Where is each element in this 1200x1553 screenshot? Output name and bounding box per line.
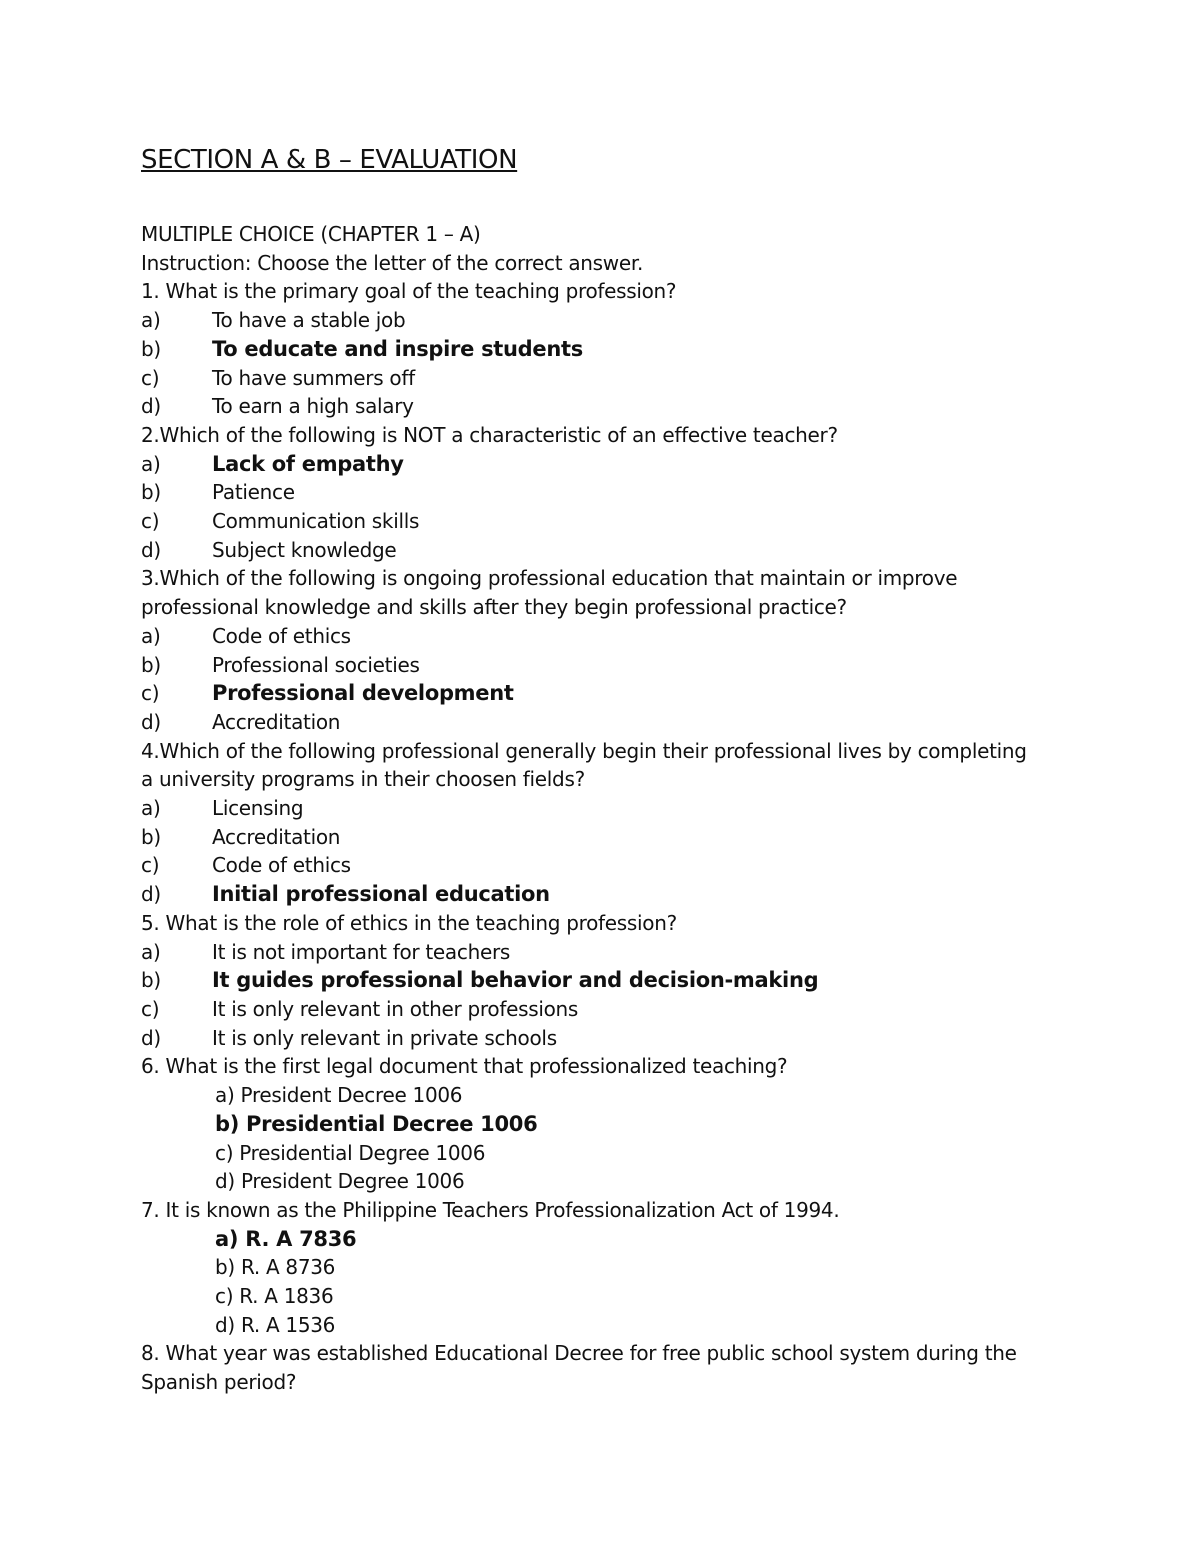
option-text: Code of ethics xyxy=(212,623,351,648)
option-c xyxy=(141,507,1041,536)
option-text: President Decree 1006 xyxy=(240,1083,463,1108)
option-text: President Degree 1006 xyxy=(240,1169,465,1194)
question-text: 4.Which of the following professional generally begin their professional lives by completing a university programs in their choosen fields? xyxy=(141,738,1027,792)
option-b xyxy=(141,651,1041,680)
option-letter: d) xyxy=(141,882,161,907)
question-3 xyxy=(141,564,1041,736)
correct-answer-text: Lack of empathy xyxy=(212,451,404,476)
question-text: 6. What is the first legal document that professionalized teaching? xyxy=(141,1054,788,1079)
correct-answer-text: Presidential Decree 1006 xyxy=(246,1111,538,1136)
question-5 xyxy=(141,909,1041,1053)
option-d xyxy=(141,1167,1041,1196)
option-letter: d) xyxy=(215,1169,235,1194)
option-letter: c) xyxy=(141,853,160,878)
option-text: Code of ethics xyxy=(212,853,351,878)
question-8 xyxy=(141,1339,1041,1396)
option-text: To earn a high salary xyxy=(212,394,414,419)
option-letter: c) xyxy=(215,1284,234,1309)
option-c xyxy=(141,1139,1041,1168)
option-text: It is only relevant in private schools xyxy=(212,1025,557,1050)
option-letter: b) xyxy=(141,968,161,993)
option-a xyxy=(141,794,1041,823)
option-letter: a) xyxy=(215,1226,239,1251)
option-a xyxy=(141,622,1041,651)
question-text: 2.Which of the following is NOT a characteristic of an effective teacher? xyxy=(141,422,838,447)
option-text: Accreditation xyxy=(212,709,341,734)
option-b xyxy=(141,478,1041,507)
section-heading: MULTIPLE CHOICE (CHAPTER 1 – A) xyxy=(141,222,481,246)
correct-answer-text: It guides professional behavior and decision-making xyxy=(212,968,819,993)
option-d xyxy=(141,1311,1041,1340)
question-text: 8. What year was established Educational Decree for free public school system during the Spanish period? xyxy=(141,1341,1017,1395)
option-c xyxy=(141,851,1041,880)
option-text: It is only relevant in other professions xyxy=(212,996,579,1021)
option-letter: d) xyxy=(141,709,161,734)
option-text: R. A 1536 xyxy=(240,1312,336,1337)
option-text: Professional societies xyxy=(212,652,420,677)
option-letter: b) xyxy=(141,824,161,849)
option-a xyxy=(141,938,1041,967)
option-letter: a) xyxy=(141,939,161,964)
option-text: R. A 8736 xyxy=(240,1255,336,1280)
option-d xyxy=(141,392,1041,421)
option-b xyxy=(141,966,1041,995)
option-letter: b) xyxy=(141,336,161,361)
option-letter: d) xyxy=(141,537,161,562)
option-letter: a) xyxy=(141,623,161,648)
option-letter: b) xyxy=(141,652,161,677)
option-c xyxy=(141,995,1041,1024)
option-text: To have a stable job xyxy=(212,308,406,333)
question-text: 3.Which of the following is ongoing professional education that maintain or improve professional knowledge and skills after they begin professional practice? xyxy=(141,566,958,620)
option-text: To have summers off xyxy=(212,365,415,390)
option-letter: a) xyxy=(141,451,161,476)
option-b xyxy=(141,1110,1041,1139)
option-letter: d) xyxy=(141,394,161,419)
correct-answer-text: To educate and inspire students xyxy=(212,336,583,361)
option-text: Licensing xyxy=(212,796,304,821)
question-7 xyxy=(141,1196,1041,1340)
option-letter: b) xyxy=(215,1255,235,1280)
question-text: 5. What is the role of ethics in the teaching profession? xyxy=(141,910,677,935)
option-letter: c) xyxy=(141,509,160,534)
question-2 xyxy=(141,421,1041,565)
instruction-text: Instruction: Choose the letter of the correct answer. xyxy=(141,250,644,275)
option-c xyxy=(141,364,1041,393)
option-b xyxy=(141,823,1041,852)
question-1 xyxy=(141,277,1041,421)
question-text: 7. It is known as the Philippine Teachers Professionalization Act of 1994. xyxy=(141,1197,840,1222)
option-a xyxy=(141,1225,1041,1254)
option-letter: a) xyxy=(141,308,161,333)
question-text: 1. What is the primary goal of the teaching profession? xyxy=(141,279,677,304)
option-d xyxy=(141,880,1041,909)
option-b xyxy=(141,1253,1041,1282)
option-text: Accreditation xyxy=(212,824,341,849)
option-letter: c) xyxy=(141,365,160,390)
option-letter: d) xyxy=(141,1025,161,1050)
option-a xyxy=(141,450,1041,479)
option-text: Communication skills xyxy=(212,509,420,534)
option-text: Patience xyxy=(212,480,295,505)
option-letter: a) xyxy=(141,796,161,821)
option-letter: b) xyxy=(141,480,161,505)
correct-answer-text: Professional development xyxy=(212,681,514,706)
option-b xyxy=(141,335,1041,364)
document-body xyxy=(141,220,1041,1397)
option-letter: c) xyxy=(215,1140,234,1165)
option-text: Presidential Degree 1006 xyxy=(239,1140,486,1165)
correct-answer-text: Initial professional education xyxy=(212,882,550,907)
question-4 xyxy=(141,737,1041,909)
option-letter: a) xyxy=(215,1083,235,1108)
option-letter: c) xyxy=(141,996,160,1021)
option-text: R. A 1836 xyxy=(239,1284,334,1309)
option-letter: b) xyxy=(215,1111,240,1136)
question-6 xyxy=(141,1052,1041,1196)
option-d xyxy=(141,708,1041,737)
option-a xyxy=(141,1081,1041,1110)
option-d xyxy=(141,536,1041,565)
option-c xyxy=(141,679,1041,708)
option-text: Subject knowledge xyxy=(212,537,397,562)
option-letter: d) xyxy=(215,1312,235,1337)
option-a xyxy=(141,306,1041,335)
option-letter: c) xyxy=(141,681,160,706)
option-d xyxy=(141,1024,1041,1053)
option-text: It is not important for teachers xyxy=(212,939,510,964)
correct-answer-text: R. A 7836 xyxy=(245,1226,357,1251)
document-title: SECTION A & B – EVALUATION xyxy=(141,145,518,175)
option-c xyxy=(141,1282,1041,1311)
